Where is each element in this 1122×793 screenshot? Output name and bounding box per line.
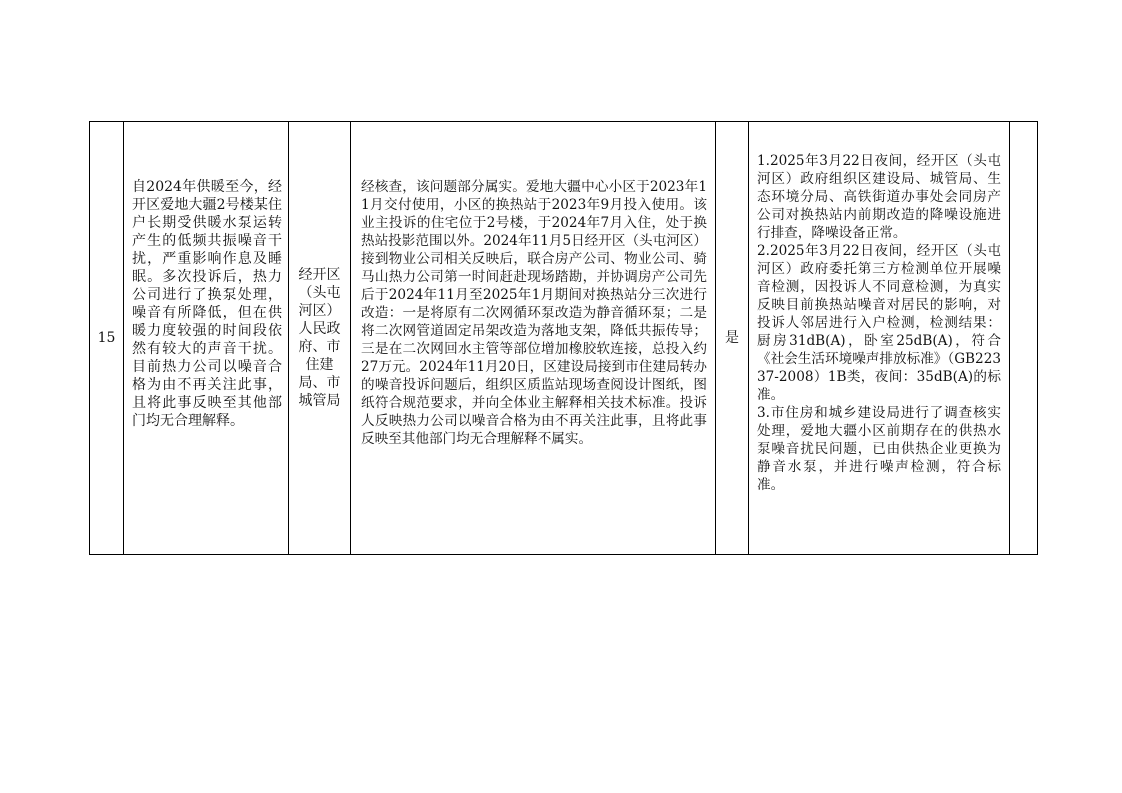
responsible-unit-text: 经开区（头屯河区）人民政府、市住建局、市城管局	[298, 267, 341, 409]
verification-result-text: 经核查，该问题部分属实。爱地大疆中心小区于2023年11月交付使用，小区的换热站于2023年9月投入使用。该业主投诉的住宅位于2号楼，于2024年7月入住，处于换热站投影范围以外。2024年11月5日经开区（头屯河区）接到物业公司相关反映后，联合房产公司、物业公司、骑马山热力公司第一时间赶赴现场踏勘，并协调房产公司先后于2024年11月至2025年1月期间对换热站分三次进行改造：一是将原有二次网循环泵改造为静音循环泵；二是将二次网管道固定吊架改造为落地支架，降低共振传导；三是在二次网回水主管等部位增加橡胶软连接，总投入约27万元。2024年11月20日，区建设局接到市住建局转办的噪音投诉问题后，组织区质监站现场查阅设计图纸，图纸符合规范要求，并向全体业主解释相关技术标准。投诉人反映热力公司以噪音合格为由不再关注此事，且将此事反映至其他部门均无合理解释不属实。	[361, 179, 708, 447]
measure-item-1: 1.2025年3月22日夜间，经开区（头屯河区）政府组织区建设局、城管局、生态环境分局、高铁街道办事处会同房产公司对换热站内前期改造的降噪设施进行排查，降噪设备正常。	[757, 153, 1001, 241]
verified-flag-cell	[716, 122, 749, 555]
rectification-measures-text	[749, 122, 1009, 494]
responsible-unit-cell	[289, 122, 351, 555]
complaint-record-table	[89, 121, 1038, 555]
verified-flag: 是	[725, 330, 739, 346]
measure-item-2: 2.2025年3月22日夜间，经开区（头屯河区）政府委托第三方检测单位开展噪音检测，因投诉人不同意检测，为真实反映目前换热站噪音对居民的影响，对投诉人邻居进行入户检测，检测结果：厨房31dB(A)，卧室25dB(A)，符合《社会生活环境噪声排放标准》（GB22337-2008）1B类，夜间：35dB(A)的标准。	[757, 243, 1001, 403]
row-number: 15	[97, 330, 116, 346]
measure-item-3: 3.市住房和城乡建设局进行了调查核实处理，爱地大疆小区前期存在的供热水泵噪音扰民问题，已由供热企业更换为静音水泵，并进行噪声检测，符合标准。	[757, 405, 1001, 493]
verification-result-cell	[351, 122, 716, 555]
row-number-cell	[90, 122, 124, 555]
table-row	[90, 122, 1038, 555]
complaint-content-cell	[124, 122, 289, 555]
complaint-content-text: 自2024年供暖至今，经开区爱地大疆2号楼某住户长期受供暖水泵运转产生的低频共振噪音干扰，严重影响作息及睡眠。多次投诉后，热力公司进行了换泵处理，噪音有所降低，但在供暖力度较强的时间段依然有较大的声音干扰。目前热力公司以噪音合格为由不再关注此事，且将此事反映至其他部门均无合理解释。	[132, 179, 282, 429]
rectification-measures-cell	[749, 122, 1010, 555]
remarks-cell	[1010, 122, 1038, 555]
